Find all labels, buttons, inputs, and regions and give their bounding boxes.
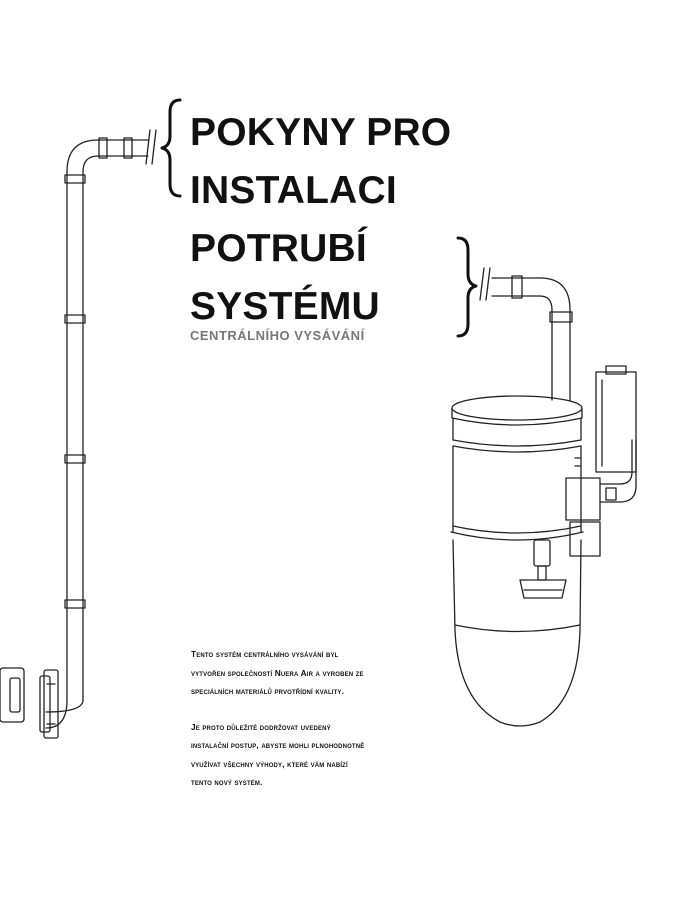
text-line: Je proto důležité dodržovat uvedený <box>191 721 331 732</box>
title-line-1: POKYNY PRO <box>190 111 452 154</box>
text-line: Tento systém centrálního vysávání byl <box>191 649 339 659</box>
text-line: speciálních materiálů prvotřídní kvality. <box>191 686 345 696</box>
text-line: instalační postup, abyste mohli plnohodnotně <box>191 740 365 750</box>
text-line: vytvořen společností Nuera Air a vyroben ze <box>191 667 364 678</box>
left-pipe-illustration <box>0 130 156 738</box>
intro-paragraph-2 <box>191 718 456 792</box>
title-line-3: POTRUBÍ <box>190 227 367 270</box>
left-curly-brace <box>162 100 180 196</box>
title-line-2: INSTALACI <box>190 169 397 212</box>
intro-text <box>191 645 456 809</box>
text-line: tento nový systém. <box>191 777 263 787</box>
vacuum-unit-illustration <box>451 268 636 726</box>
title-line-4: SYSTÉMU <box>190 285 380 328</box>
page-subtitle: CENTRÁLNÍHO VYSÁVÁNÍ <box>190 328 365 343</box>
text-line: využívat všechny výhody, které vám nabízí <box>191 758 348 769</box>
intro-paragraph-1 <box>191 645 456 701</box>
page-title <box>190 104 490 336</box>
